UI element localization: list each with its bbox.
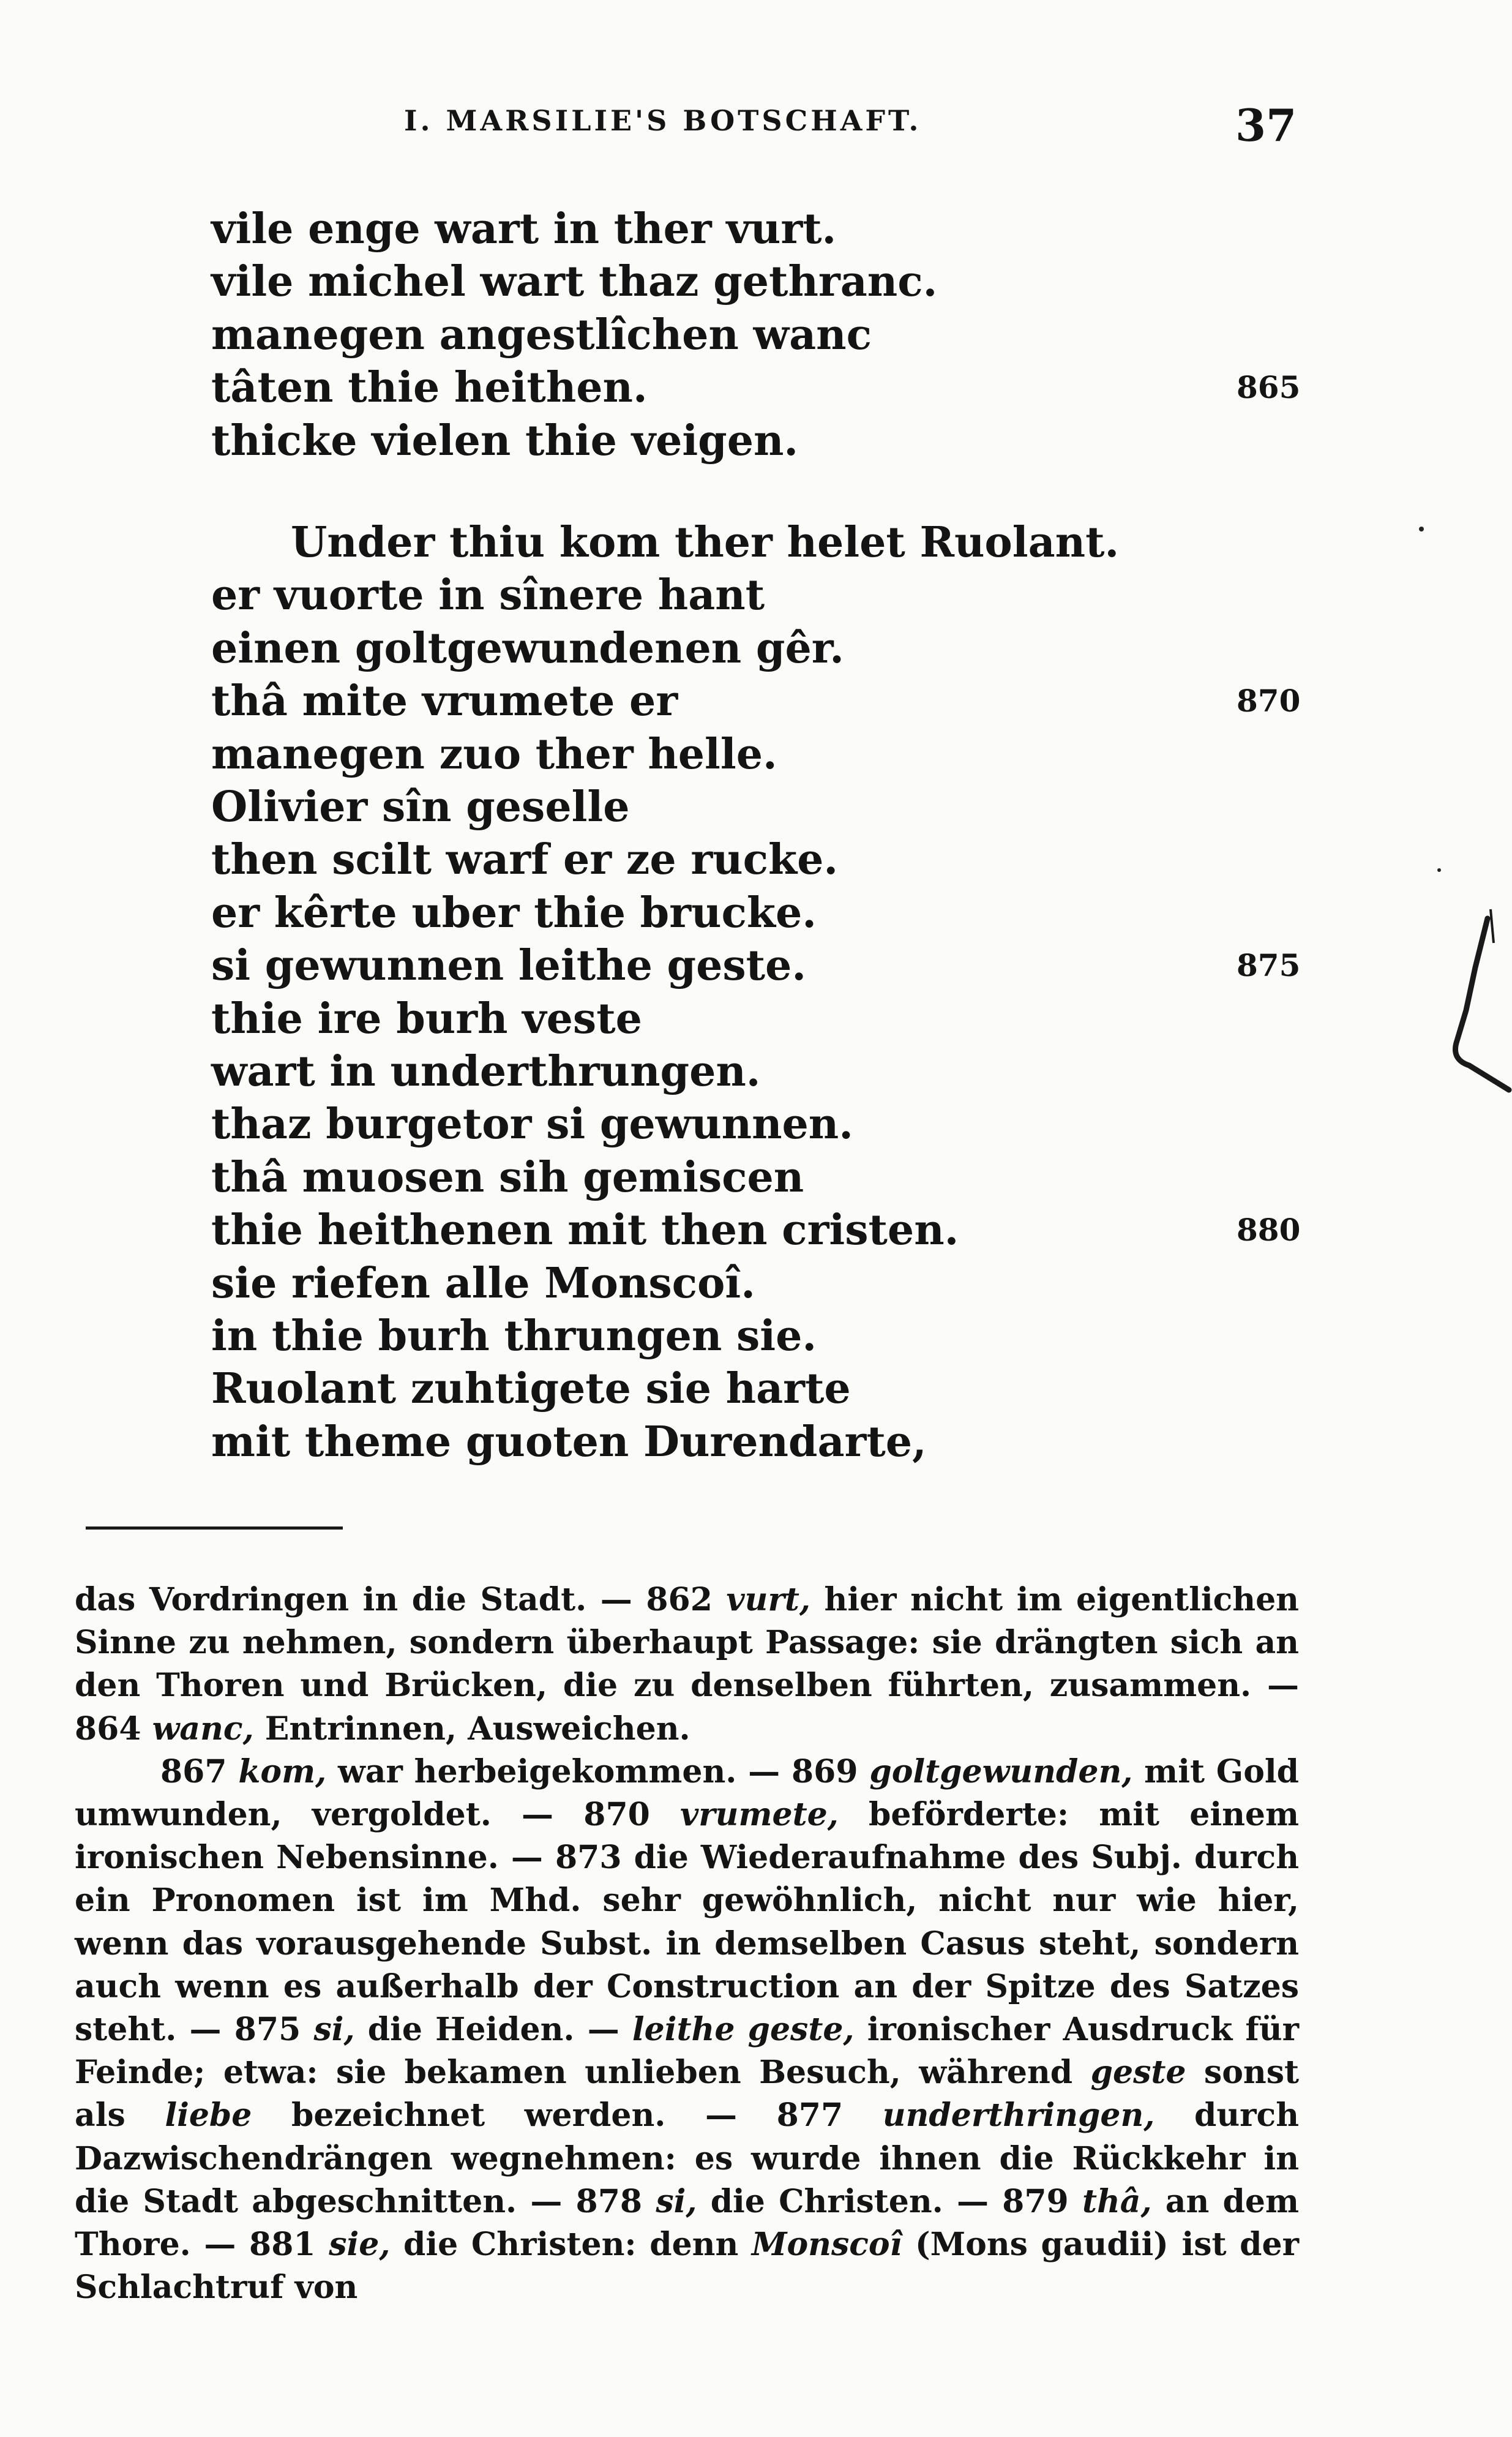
footnote-text: hier nicht im eigentlichen Sinne zu nehmen, sondern überhaupt Passage: sie drängten sich an den Thoren und Brücken, die zu denselben führten, zusammen. — 864: [75, 1581, 1299, 1748]
footnote-text: ironischer Ausdruck für Feinde; etwa: sie bekamen unlieben Besuch, während: [75, 2011, 1299, 2092]
footnote-text: Entrinnen, Ausweichen.: [253, 1710, 691, 1748]
footnote-separator: [86, 1526, 343, 1530]
footnotes: [75, 1579, 1299, 2309]
footnote-lemma: vrumete,: [680, 1796, 839, 1834]
footnote-text: die Christen: denn: [390, 2226, 752, 2264]
verse-line: Ruolant zuhtigete sie harte: [211, 1364, 851, 1414]
footnote-paragraph: [75, 1579, 1299, 1751]
page-number: 37: [1235, 99, 1297, 151]
footnote-text: an dem Thore. — 881: [75, 2182, 1299, 2264]
footnote-lemma: thâ,: [1082, 2182, 1152, 2220]
verse-line: thaz burgetor si gewunnen.: [211, 1100, 853, 1149]
verse-line: manegen angestlîchen wanc: [211, 310, 872, 359]
verse-line: mit theme guoten Durendarte,: [211, 1417, 927, 1466]
paper-speck: [1437, 868, 1441, 872]
footnote-lemma: underthringen,: [882, 2097, 1155, 2135]
footnote-lemma: goltgewunden,: [869, 1752, 1133, 1790]
verse-line: thâ muosen sih gemiscen: [211, 1152, 804, 1202]
footnote-text: sonst als: [75, 2054, 1299, 2135]
footnote-text: durch Dazwischendrängen wegnehmen: es wurde ihnen die Rückkehr in die Stadt abgeschnitten. — 878: [75, 2097, 1299, 2220]
verse-line: in thie burh thrungen sie.: [211, 1312, 817, 1361]
verse-line: manegen zuo ther helle.: [211, 729, 777, 779]
footnote-text: mit Gold umwunden, vergoldet. — 870: [75, 1752, 1299, 1834]
verse-number: 865: [1237, 369, 1301, 406]
verse-line: Olivier sîn geselle: [211, 783, 630, 832]
footnote-text: (Mons gaudii) ist der Schlachtruf von: [75, 2226, 1299, 2307]
verse-line: er vuorte in sînere hant: [211, 571, 765, 620]
footnote-lemma: sie,: [329, 2226, 391, 2264]
footnote-lemma: vurt,: [726, 1581, 810, 1618]
verse-line: wart in underthrungen.: [211, 1047, 761, 1096]
verse-line: vile michel wart thaz gethranc.: [211, 257, 938, 307]
running-header: I. MARSILIE'S BOTSCHAFT.: [404, 104, 922, 137]
verse-line: si gewunnen leithe geste.: [211, 941, 806, 991]
footnote-lemma: si,: [656, 2182, 697, 2220]
footnote-lemma: kom,: [238, 1752, 327, 1790]
verse-line: thâ mite vrumete er: [211, 677, 678, 726]
footnote-text: war herbeigekommen. — 869: [326, 1752, 870, 1790]
verse-line: thie ire burh veste: [211, 994, 642, 1043]
footnote-text: die Christen. — 879: [697, 2182, 1082, 2220]
footnote-text: die Heiden. —: [354, 2011, 632, 2049]
footnote-lemma: liebe: [165, 2097, 252, 2135]
verse-number: 875: [1237, 947, 1301, 984]
footnote-text: beförderte: mit einem ironischen Nebensinne. — 873 die Wiederaufnahme des Subj. durch ein Pronomen ist im Mhd. sehr gewöhnlich, nicht nur wie hier, wenn das vorausgehende Subst. in demselben Casus steht, sondern auch wenn es außerhalb der Construction an der Spitze des Satzes steht. — 875: [75, 1796, 1300, 2049]
footnote-lemma: Monscoî: [751, 2226, 902, 2264]
margin-pencil-mark: [1432, 906, 1512, 1102]
footnote-paragraph: [75, 1751, 1299, 2310]
verse-line: tâten thie heithen.: [211, 363, 648, 413]
footnote-lemma: geste: [1090, 2054, 1186, 2092]
footnote-lemma: wanc,: [152, 1710, 254, 1748]
verse-line: thie heithenen mit then cristen.: [211, 1206, 959, 1255]
verse-line: vile enge wart in ther vurt.: [211, 205, 837, 253]
footnote-lemma: leithe geste,: [632, 2011, 855, 2049]
footnote-text: bezeichnet werden. — 877: [252, 2097, 883, 2135]
verse-number: 870: [1237, 683, 1301, 719]
verse-number: 880: [1237, 1212, 1301, 1249]
verse-line: then scilt warf er ze rucke.: [211, 835, 839, 885]
footnote-text: das Vordringen in die Stadt. — 862: [75, 1581, 727, 1618]
verse-line: Under thiu kom ther helet Ruolant.: [291, 518, 1120, 567]
verse-line: einen goltgewundenen gêr.: [211, 623, 844, 673]
footnote-text: 867: [160, 1752, 239, 1790]
verse-line: thicke vielen thie veigen.: [211, 416, 799, 465]
paper-speck: [1419, 527, 1424, 531]
verse-line: er kêrte uber thie brucke.: [211, 888, 817, 937]
footnote-lemma: si,: [313, 2011, 355, 2049]
verse-line: sie riefen alle Monscoî.: [211, 1258, 755, 1308]
